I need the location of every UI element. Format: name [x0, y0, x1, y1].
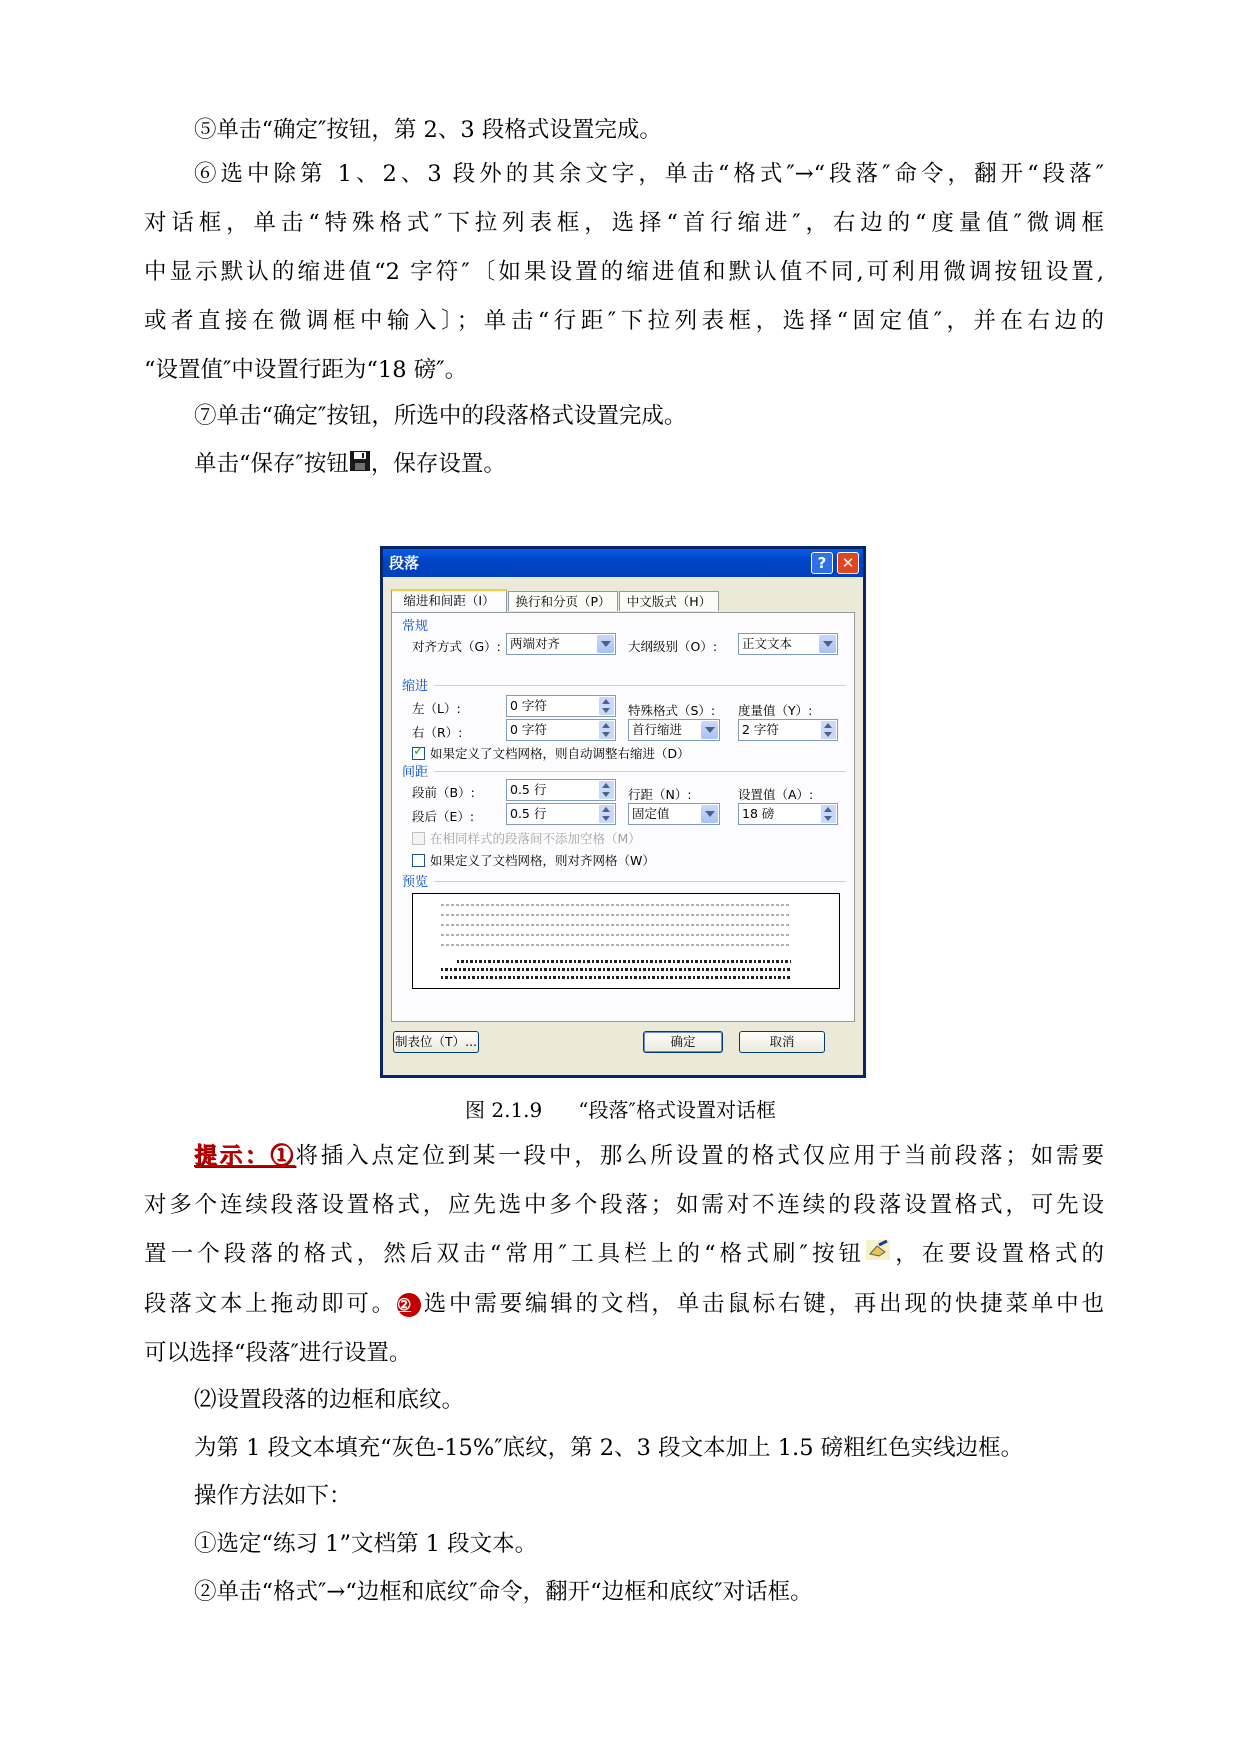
chevron-down-icon: [819, 635, 836, 653]
snap-grid-label: 如果定义了文档网格，则对齐网格（W）: [430, 853, 655, 868]
outline-level-value: 正文文本: [742, 636, 793, 651]
figure-caption: [0, 1094, 1241, 1123]
hint-text: 选中需要编辑的文档，单击鼠标右键，再出现的快捷菜单中也: [420, 1290, 1104, 1317]
paragraph-step6: [144, 150, 1104, 395]
hint-number-2: ②: [397, 1293, 421, 1317]
text-line: ⑤单击“确定″按钮，第 2、3 段格式设置完成。: [194, 117, 662, 143]
hint-text: 段落文本上拖动即可。: [144, 1290, 397, 1317]
tab-stops-button[interactable]: 制表位（T）...: [393, 1031, 479, 1053]
left-indent-label: 左（L）:: [412, 701, 461, 716]
hint-label: 提示：①: [194, 1143, 296, 1169]
auto-right-indent-label: 如果定义了文档网格，则自动调整右缩进（D）: [430, 746, 690, 761]
text-line: ②单击“格式″→“边框和底纹″命令，翻开“边框和底纹″对话框。: [194, 1579, 813, 1605]
paragraph-save: [144, 440, 1104, 490]
preview-line: [441, 914, 791, 916]
paragraph-step7: [144, 392, 1104, 441]
preview-line: [441, 904, 791, 906]
special-value: 首行缩进: [632, 722, 683, 737]
caption-text: “段落″格式设置对话框: [578, 1098, 776, 1122]
text-line: 对话框，单击“特殊格式″下拉列表框，选择“首行缩进″，右边的“度量值″微调框: [144, 210, 1104, 236]
indent-spacing-panel: [391, 612, 855, 1022]
paragraph-step2: [144, 1568, 1104, 1617]
preview-box: [412, 893, 840, 989]
alignment-label: 对齐方式（G）:: [412, 639, 501, 654]
space-after-label: 段后（E）:: [412, 809, 475, 824]
dialog-title-bar: [383, 549, 863, 577]
at-value: 18 磅: [742, 806, 775, 821]
text-line: “设置值″中设置行距为“18 磅″。: [144, 357, 468, 383]
text-line: [144, 1132, 1104, 1181]
paragraph-method: [144, 1472, 1104, 1521]
text-line: 中显示默认的缩进值“2 字符″〔如果设置的缩进值和默认值不同,可利用微调按钮设置,: [144, 259, 1104, 285]
spin-arrows-icon: [599, 697, 614, 715]
tab-line-page-breaks[interactable]: 换行和分页（P）: [508, 591, 618, 611]
left-indent-value: 0 字符: [510, 698, 547, 713]
cancel-button[interactable]: 取消: [739, 1031, 825, 1053]
general-heading: 常规: [402, 619, 429, 634]
text-line: [144, 440, 1104, 490]
save-text-end: ，保存设置。: [370, 451, 506, 477]
space-before-spinner[interactable]: [506, 779, 616, 801]
text-line: ①选定“练习 1”文档第 1 段文本。: [194, 1531, 538, 1557]
chevron-down-icon: [597, 635, 614, 653]
outline-level-label: 大纲级别（O）:: [628, 639, 718, 654]
text-line: 或者直接在微调框中输入〕；单击“行距″下拉列表框，选择“固定值″，并在右边的: [144, 308, 1104, 334]
right-indent-spinner[interactable]: [506, 719, 616, 741]
line-spacing-select[interactable]: [628, 803, 720, 825]
spin-arrows-icon: [599, 721, 614, 739]
preview-line: [441, 934, 791, 936]
paragraph-dialog: [380, 546, 866, 1078]
save-text: 单击“保存″按钮: [194, 451, 349, 477]
spacing-heading: 间距: [402, 765, 429, 780]
text-line: [144, 1230, 1104, 1280]
format-painter-icon: [865, 1231, 891, 1280]
by-label: 度量值（Y）:: [738, 703, 813, 718]
preview-line: [441, 944, 791, 946]
at-spinner[interactable]: [738, 803, 838, 825]
tab-asian-typography[interactable]: 中文版式（H）: [619, 591, 719, 611]
divider: [434, 771, 846, 772]
spin-arrows-icon: [821, 721, 836, 739]
paragraph-step5: [144, 106, 1104, 155]
text-line: 为第 1 段文本填充“灰色-15%″底纹，第 2、3 段文本加上 1.5 磅粗红色实线边框。: [194, 1435, 1024, 1461]
outline-level-select[interactable]: [738, 633, 838, 655]
divider: [434, 685, 846, 686]
chevron-down-icon: [701, 805, 718, 823]
tab-indent-spacing[interactable]: 缩进和间距（I）: [391, 589, 507, 613]
text-line: ⑦单击“确定″按钮，所选中的段落格式设置完成。: [194, 403, 687, 429]
at-label: 设置值（A）:: [738, 787, 814, 802]
alignment-select[interactable]: [506, 633, 616, 655]
snap-grid-checkbox[interactable]: [412, 854, 425, 867]
space-before-label: 段前（B）:: [412, 785, 475, 800]
left-indent-spinner[interactable]: [506, 695, 616, 717]
text-line: 操作方法如下：: [194, 1483, 352, 1509]
line-spacing-label: 行距（N）:: [628, 787, 692, 802]
preview-heading: 预览: [402, 875, 429, 890]
by-value: 2 字符: [742, 722, 779, 737]
chevron-down-icon: [701, 721, 718, 739]
line-spacing-value: 固定值: [632, 806, 670, 821]
paragraph-step1: [144, 1520, 1104, 1569]
hint-text: 置一个段落的格式，然后双击“常用″工具栏上的“格式刷″按钮: [144, 1241, 866, 1267]
spin-arrows-icon: [599, 805, 614, 823]
spin-arrows-icon: [599, 781, 614, 799]
text-line: 可以选择“段落″进行设置。: [144, 1339, 412, 1366]
divider: [434, 881, 846, 882]
text-line: ⑥选中除第 1、2、3 段外的其余文字，单击“格式″→“段落″命令，翻开“段落″: [194, 161, 1104, 187]
spin-arrows-icon: [821, 805, 836, 823]
ok-button[interactable]: 确定: [643, 1031, 723, 1053]
hint-text: 将插入点定位到某一段中，那么所设置的格式仅应用于当前段落；如需要: [295, 1143, 1104, 1169]
paragraph-section2: [144, 1376, 1104, 1425]
indent-heading: 缩进: [402, 679, 429, 694]
text-line: 对多个连续段落设置格式，应先选中多个段落；如需对不连续的段落设置格式，可先设: [144, 1192, 1104, 1218]
alignment-value: 两端对齐: [510, 636, 561, 651]
space-before-value: 0.5 行: [510, 782, 547, 797]
special-label: 特殊格式（S）:: [628, 703, 716, 718]
text-line: [144, 1280, 1104, 1329]
space-after-spinner[interactable]: [506, 803, 616, 825]
close-button[interactable]: ✕: [837, 552, 859, 574]
preview-text-line: [441, 976, 791, 979]
by-spinner[interactable]: [738, 719, 838, 741]
help-button[interactable]: ?: [811, 552, 833, 574]
right-indent-value: 0 字符: [510, 722, 547, 737]
preview-text-line: [441, 968, 791, 971]
hint-text: ，在要设置格式的: [891, 1241, 1104, 1267]
caption-number: 图 2.1.9: [465, 1098, 543, 1122]
right-indent-label: 右（R）:: [412, 725, 463, 740]
paragraph-hint: [144, 1132, 1104, 1378]
special-select[interactable]: [628, 719, 720, 741]
dialog-title: 段落: [389, 554, 420, 572]
auto-right-indent-checkbox[interactable]: [412, 747, 425, 760]
paragraph-task: [144, 1424, 1104, 1473]
preview-line: [441, 924, 791, 926]
no-space-checkbox[interactable]: [412, 832, 425, 845]
space-after-value: 0.5 行: [510, 806, 547, 821]
preview-text-line: [457, 960, 791, 963]
save-icon: [349, 441, 371, 490]
text-line: ⑵设置段落的边框和底纹。: [194, 1387, 465, 1413]
no-space-label: 在相同样式的段落间不添加空格（M）: [430, 831, 641, 846]
